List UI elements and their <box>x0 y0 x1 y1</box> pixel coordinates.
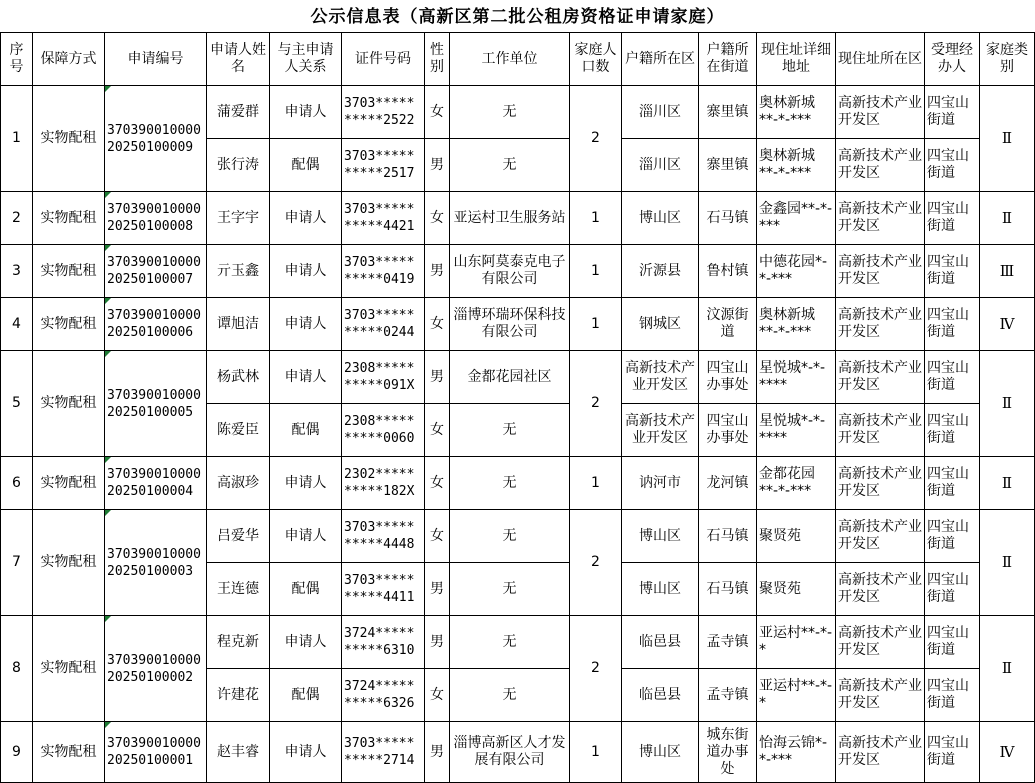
header-seq: 序号 <box>1 33 33 86</box>
cell-family-size: 2 <box>570 616 622 722</box>
cell-address-district: 高新技术产业开发区 <box>836 669 925 722</box>
header-employer: 工作单位 <box>450 33 570 86</box>
cell-relation: 配偶 <box>270 563 342 616</box>
header-hukou-street: 户籍所在街道 <box>699 33 757 86</box>
cell-hukou-district: 博山区 <box>622 510 699 563</box>
cell-method: 实物配租 <box>33 510 105 616</box>
cell-app-no: 370390010000 20250100002 <box>105 616 207 722</box>
cell-relation: 申请人 <box>270 245 342 298</box>
cell-method: 实物配租 <box>33 722 105 783</box>
cell-address: 奥林新城**-*-*** <box>757 139 836 192</box>
cell-gender: 男 <box>425 245 450 298</box>
cell-employer: 无 <box>450 404 570 457</box>
cell-employer: 无 <box>450 669 570 722</box>
cell-relation: 配偶 <box>270 139 342 192</box>
cell-category: Ⅱ <box>980 510 1035 616</box>
cell-family-size: 2 <box>570 510 622 616</box>
cell-method: 实物配租 <box>33 457 105 510</box>
cell-family-size: 1 <box>570 298 622 351</box>
table-row <box>1 510 1035 563</box>
cell-id-no: 3724***** *****6326 <box>342 669 425 722</box>
cell-employer: 无 <box>450 616 570 669</box>
cell-category: Ⅱ <box>980 192 1035 245</box>
cell-gender: 女 <box>425 192 450 245</box>
cell-name: 王连德 <box>207 563 270 616</box>
cell-id-no: 3703***** *****2522 <box>342 86 425 139</box>
applicant-table <box>0 32 1035 783</box>
header-category: 家庭类别 <box>980 33 1035 86</box>
cell-handler: 四宝山街道 <box>925 669 980 722</box>
cell-gender: 男 <box>425 563 450 616</box>
cell-address: 亚运村**-*-* <box>757 616 836 669</box>
cell-name: 吕爱华 <box>207 510 270 563</box>
header-row <box>1 33 1035 86</box>
cell-gender: 女 <box>425 510 450 563</box>
cell-category: Ⅱ <box>980 457 1035 510</box>
cell-gender: 女 <box>425 457 450 510</box>
cell-name: 赵丰睿 <box>207 722 270 783</box>
cell-gender: 女 <box>425 298 450 351</box>
cell-address: 聚贤苑 <box>757 563 836 616</box>
cell-category: Ⅱ <box>980 351 1035 457</box>
cell-id-no: 3703***** *****0244 <box>342 298 425 351</box>
table-row <box>1 616 1035 669</box>
cell-name: 陈爱臣 <box>207 404 270 457</box>
header-handler: 受理经办人 <box>925 33 980 86</box>
cell-hukou-street: 四宝山办事处 <box>699 404 757 457</box>
cell-address: 怡海云锦*-*-*** <box>757 722 836 783</box>
cell-id-no: 2302***** *****182X <box>342 457 425 510</box>
cell-hukou-street: 龙河镇 <box>699 457 757 510</box>
cell-method: 实物配租 <box>33 351 105 457</box>
header-relation: 与主申请人关系 <box>270 33 342 86</box>
cell-hukou-district: 博山区 <box>622 722 699 783</box>
cell-family-size: 1 <box>570 192 622 245</box>
cell-hukou-district: 博山区 <box>622 563 699 616</box>
cell-handler: 四宝山街道 <box>925 457 980 510</box>
cell-id-no: 2308***** *****091X <box>342 351 425 404</box>
header-gender: 性别 <box>425 33 450 86</box>
cell-name: 谭旭洁 <box>207 298 270 351</box>
cell-hukou-district: 高新技术产业开发区 <box>622 351 699 404</box>
cell-address-district: 高新技术产业开发区 <box>836 563 925 616</box>
cell-hukou-district: 临邑县 <box>622 616 699 669</box>
cell-handler: 四宝山街道 <box>925 139 980 192</box>
cell-handler: 四宝山街道 <box>925 616 980 669</box>
cell-relation: 申请人 <box>270 351 342 404</box>
cell-relation: 申请人 <box>270 722 342 783</box>
cell-seq: 3 <box>1 245 33 298</box>
cell-hukou-district: 沂源县 <box>622 245 699 298</box>
cell-gender: 男 <box>425 722 450 783</box>
cell-address-district: 高新技术产业开发区 <box>836 351 925 404</box>
header-id-no: 证件号码 <box>342 33 425 86</box>
cell-gender: 男 <box>425 616 450 669</box>
cell-id-no: 2308***** *****0060 <box>342 404 425 457</box>
cell-gender: 男 <box>425 351 450 404</box>
cell-address: 金都花园**-*-*** <box>757 457 836 510</box>
cell-hukou-street: 石马镇 <box>699 192 757 245</box>
cell-employer: 无 <box>450 139 570 192</box>
cell-gender: 女 <box>425 669 450 722</box>
cell-family-size: 2 <box>570 86 622 192</box>
cell-app-no: 370390010000 20250100003 <box>105 510 207 616</box>
cell-address: 星悦城*-*-**** <box>757 404 836 457</box>
cell-app-no: 370390010000 20250100004 <box>105 457 207 510</box>
cell-address: 奥林新城**-*-*** <box>757 298 836 351</box>
cell-name: 杨武林 <box>207 351 270 404</box>
cell-hukou-district: 临邑县 <box>622 669 699 722</box>
cell-name: 高淑珍 <box>207 457 270 510</box>
cell-relation: 申请人 <box>270 298 342 351</box>
cell-family-size: 2 <box>570 351 622 457</box>
cell-category: Ⅱ <box>980 86 1035 192</box>
cell-address: 金鑫园**-*-*** <box>757 192 836 245</box>
cell-hukou-street: 寨里镇 <box>699 86 757 139</box>
cell-handler: 四宝山街道 <box>925 245 980 298</box>
cell-gender: 男 <box>425 139 450 192</box>
cell-employer: 无 <box>450 457 570 510</box>
cell-seq: 7 <box>1 510 33 616</box>
cell-hukou-street: 寨里镇 <box>699 139 757 192</box>
cell-address-district: 高新技术产业开发区 <box>836 139 925 192</box>
cell-address-district: 高新技术产业开发区 <box>836 245 925 298</box>
cell-method: 实物配租 <box>33 86 105 192</box>
cell-gender: 女 <box>425 404 450 457</box>
cell-address: 奥林新城**-*-*** <box>757 86 836 139</box>
cell-seq: 4 <box>1 298 33 351</box>
cell-hukou-district: 淄川区 <box>622 86 699 139</box>
cell-handler: 四宝山街道 <box>925 298 980 351</box>
cell-address-district: 高新技术产业开发区 <box>836 192 925 245</box>
header-app-no: 申请编号 <box>105 33 207 86</box>
cell-handler: 四宝山街道 <box>925 192 980 245</box>
cell-name: 许建花 <box>207 669 270 722</box>
table-row <box>1 722 1035 783</box>
cell-method: 实物配租 <box>33 245 105 298</box>
cell-handler: 四宝山街道 <box>925 510 980 563</box>
cell-employer: 亚运村卫生服务站 <box>450 192 570 245</box>
cell-seq: 1 <box>1 86 33 192</box>
cell-address: 星悦城*-*-**** <box>757 351 836 404</box>
cell-id-no: 3703***** *****4411 <box>342 563 425 616</box>
cell-name: 亓玉鑫 <box>207 245 270 298</box>
table-body <box>1 86 1035 783</box>
cell-relation: 配偶 <box>270 669 342 722</box>
header-hukou-district: 户籍所在区 <box>622 33 699 86</box>
cell-address-district: 高新技术产业开发区 <box>836 722 925 783</box>
cell-relation: 申请人 <box>270 510 342 563</box>
cell-id-no: 3703***** *****2517 <box>342 139 425 192</box>
cell-address-district: 高新技术产业开发区 <box>836 510 925 563</box>
cell-method: 实物配租 <box>33 192 105 245</box>
cell-hukou-district: 博山区 <box>622 192 699 245</box>
cell-address-district: 高新技术产业开发区 <box>836 404 925 457</box>
cell-hukou-district: 讷河市 <box>622 457 699 510</box>
header-name: 申请人姓名 <box>207 33 270 86</box>
cell-name: 程克新 <box>207 616 270 669</box>
table-row <box>1 457 1035 510</box>
table-row <box>1 86 1035 139</box>
cell-gender: 女 <box>425 86 450 139</box>
cell-handler: 四宝山街道 <box>925 563 980 616</box>
cell-app-no: 370390010000 20250100008 <box>105 192 207 245</box>
cell-handler: 四宝山街道 <box>925 722 980 783</box>
cell-seq: 9 <box>1 722 33 783</box>
cell-address-district: 高新技术产业开发区 <box>836 457 925 510</box>
cell-hukou-street: 孟寺镇 <box>699 669 757 722</box>
cell-hukou-street: 鲁村镇 <box>699 245 757 298</box>
cell-address-district: 高新技术产业开发区 <box>836 86 925 139</box>
cell-hukou-district: 钢城区 <box>622 298 699 351</box>
cell-category: Ⅲ <box>980 245 1035 298</box>
header-address-district: 现住址所在区 <box>836 33 925 86</box>
cell-seq: 8 <box>1 616 33 722</box>
cell-family-size: 1 <box>570 722 622 783</box>
cell-app-no: 370390010000 20250100007 <box>105 245 207 298</box>
cell-id-no: 3703***** *****0419 <box>342 245 425 298</box>
cell-seq: 5 <box>1 351 33 457</box>
cell-method: 实物配租 <box>33 298 105 351</box>
cell-relation: 配偶 <box>270 404 342 457</box>
cell-category: Ⅳ <box>980 722 1035 783</box>
cell-relation: 申请人 <box>270 616 342 669</box>
cell-employer: 淄博环瑞环保科技有限公司 <box>450 298 570 351</box>
cell-name: 蒲爱群 <box>207 86 270 139</box>
page-title: 公示信息表（高新区第二批公租房资格证申请家庭） <box>310 7 725 27</box>
cell-hukou-street: 四宝山办事处 <box>699 351 757 404</box>
cell-handler: 四宝山街道 <box>925 404 980 457</box>
cell-address-district: 高新技术产业开发区 <box>836 616 925 669</box>
cell-hukou-street: 城东街道办事处 <box>699 722 757 783</box>
table-row <box>1 298 1035 351</box>
header-family-size: 家庭人口数 <box>570 33 622 86</box>
cell-hukou-street: 汶源街道 <box>699 298 757 351</box>
cell-address-district: 高新技术产业开发区 <box>836 298 925 351</box>
cell-relation: 申请人 <box>270 192 342 245</box>
header-method: 保障方式 <box>33 33 105 86</box>
cell-method: 实物配租 <box>33 616 105 722</box>
cell-hukou-district: 淄川区 <box>622 139 699 192</box>
cell-employer: 无 <box>450 510 570 563</box>
cell-category: Ⅳ <box>980 298 1035 351</box>
cell-family-size: 1 <box>570 245 622 298</box>
cell-employer: 山东阿莫泰克电子有限公司 <box>450 245 570 298</box>
cell-hukou-street: 石马镇 <box>699 510 757 563</box>
cell-id-no: 3703***** *****2714 <box>342 722 425 783</box>
cell-address: 亚运村**-*-* <box>757 669 836 722</box>
cell-family-size: 1 <box>570 457 622 510</box>
cell-app-no: 370390010000 20250100006 <box>105 298 207 351</box>
cell-relation: 申请人 <box>270 86 342 139</box>
cell-app-no: 370390010000 20250100009 <box>105 86 207 192</box>
cell-name: 王字宇 <box>207 192 270 245</box>
cell-employer: 无 <box>450 86 570 139</box>
cell-employer: 淄博高新区人才发展有限公司 <box>450 722 570 783</box>
cell-address: 中德花园*-*-*** <box>757 245 836 298</box>
cell-hukou-district: 高新技术产业开发区 <box>622 404 699 457</box>
cell-id-no: 3703***** *****4448 <box>342 510 425 563</box>
cell-name: 张行涛 <box>207 139 270 192</box>
cell-handler: 四宝山街道 <box>925 86 980 139</box>
cell-app-no: 370390010000 20250100001 <box>105 722 207 783</box>
table-row <box>1 351 1035 404</box>
cell-hukou-street: 孟寺镇 <box>699 616 757 669</box>
cell-id-no: 3724***** *****6310 <box>342 616 425 669</box>
cell-employer: 无 <box>450 563 570 616</box>
cell-handler: 四宝山街道 <box>925 351 980 404</box>
cell-address: 聚贤苑 <box>757 510 836 563</box>
cell-relation: 申请人 <box>270 457 342 510</box>
table-row <box>1 245 1035 298</box>
cell-app-no: 370390010000 20250100005 <box>105 351 207 457</box>
table-row <box>1 192 1035 245</box>
cell-hukou-street: 石马镇 <box>699 563 757 616</box>
cell-employer: 金都花园社区 <box>450 351 570 404</box>
cell-seq: 2 <box>1 192 33 245</box>
cell-category: Ⅱ <box>980 616 1035 722</box>
header-address: 现住址详细地址 <box>757 33 836 86</box>
cell-seq: 6 <box>1 457 33 510</box>
cell-id-no: 3703***** *****4421 <box>342 192 425 245</box>
